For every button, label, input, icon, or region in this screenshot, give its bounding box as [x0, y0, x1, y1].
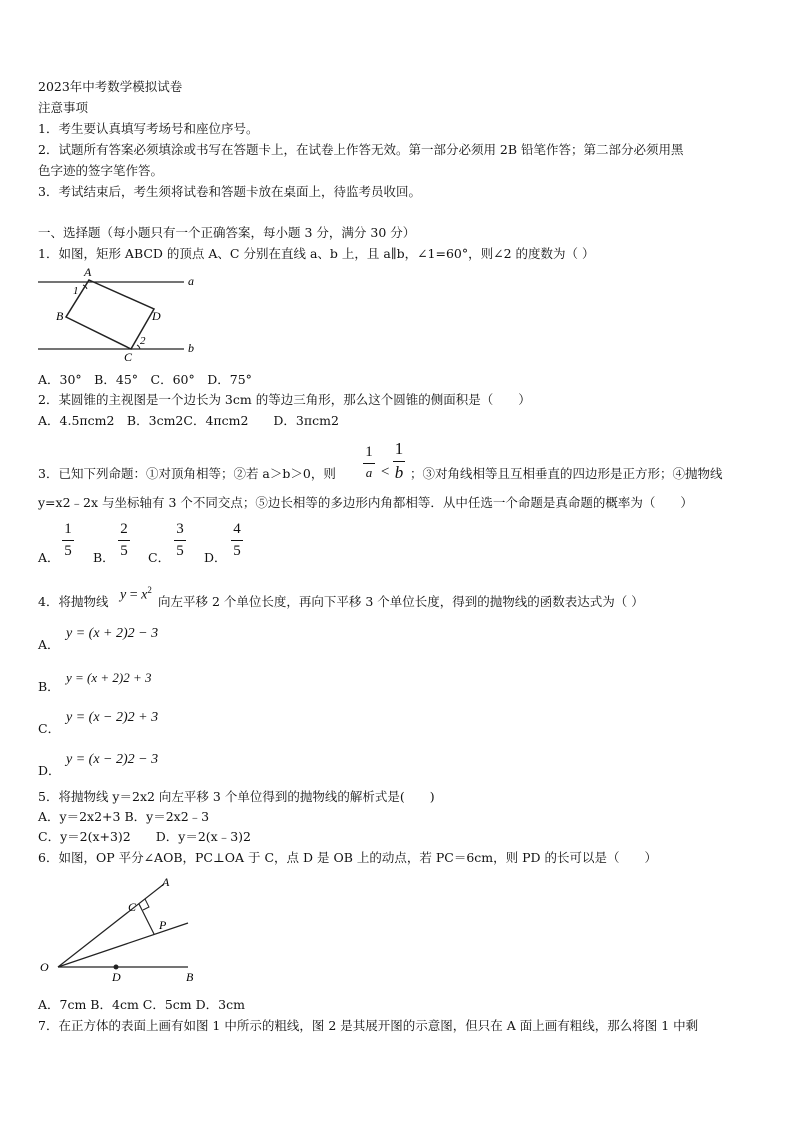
q3-frac-1b: 1 b: [394, 439, 404, 482]
q5-options-2: C．y＝2(x+3)2 D．y＝2(x﹣3)2: [38, 829, 252, 844]
q6-figure: [36, 873, 206, 985]
q4-option-B-expr: y = (x + 2)2 + 3: [66, 670, 152, 685]
q6-label-B: B: [186, 970, 194, 984]
q1-label-b: b: [188, 341, 194, 355]
q1-label-B: B: [56, 309, 64, 323]
q4-option-D-label: D．: [38, 763, 61, 778]
q2-options: A．4.5πcm2 B．3cm2C．4πcm2 D．3πcm2: [38, 413, 339, 428]
q3-option-A-frac: 1 5: [62, 521, 74, 559]
q1-label-A: A: [84, 265, 92, 279]
q4-option-C-label: C．: [38, 721, 61, 736]
q3-option-C-frac: 3 5: [174, 521, 186, 559]
q3-option-C-label: C．: [148, 550, 171, 565]
q3-line1-a: 3．已知下列命题：①对顶角相等；②若 a＞b＞0，则: [38, 466, 336, 481]
q6-label-O: O: [40, 960, 49, 974]
q1-label-D: D: [152, 309, 161, 323]
notice-item-2-cont: 色字迹的签字笔作答。: [38, 163, 164, 178]
q1-figure: [36, 265, 198, 365]
q7-stem: 7．在正方体的表面上画有如图 1 中所示的粗线，图 2 是其展开图的示意图，但只在 A 面上画有粗线，那么将图 1 中剩: [38, 1018, 699, 1033]
q2-stem: 2．某圆锥的主视图是一个边长为 3cm 的等边三角形，那么这个圆锥的侧面积是（ ）: [38, 392, 531, 407]
q4-option-A-expr: y = (x + 2)2 − 3: [66, 626, 159, 641]
section-title: 一、选择题（每小题只有一个正确答案，每小题 3 分，满分 30 分）: [38, 225, 416, 240]
q4-option-B-label: B．: [38, 679, 60, 694]
q5-stem: 5．将抛物线 y＝2x2 向左平移 3 个单位得到的抛物线的解析式是( ): [38, 789, 435, 804]
q1-angle-2: 2: [140, 335, 146, 347]
q3-frac-1a: 1 a: [363, 444, 375, 480]
q3-option-A-label: A．: [38, 550, 60, 565]
q6-options: A．7cm B．4cm C．5cm D．3cm: [38, 997, 245, 1012]
q1-label-a: a: [188, 274, 194, 288]
notice-item-1: 1．考生要认真填写考场号和座位序号。: [38, 121, 259, 136]
q1-label-C: C: [124, 350, 133, 364]
q6-label-P: P: [159, 918, 167, 932]
q3-less-than: <: [380, 464, 391, 480]
q1-stem: 1．如图，矩形 ABCD 的顶点 A、C 分别在直线 a、b 上，且 a∥b，∠1=60°，则∠2 的度数为（ ）: [38, 246, 595, 261]
notice-item-2: 2．试题所有答案必须填涂或书写在答题卡上，在试卷上作答无效。第一部分必须用 2B 铅笔作答；第二部分必须用黑: [38, 142, 684, 157]
q6-stem: 6．如图，OP 平分∠AOB，PC⊥OA 于 C，点 D 是 OB 上的动点，若 PC＝6cm，则 PD 的长可以是（ ）: [38, 850, 658, 865]
q3-option-B-frac: 2 5: [118, 521, 130, 559]
q4-expr: $y = x^2$: [120, 585, 152, 603]
q4-option-D-expr: y = (x − 2)2 − 3: [66, 752, 159, 767]
q4-prefix: 4．将抛物线: [38, 594, 109, 609]
q4-option-C-expr: y = (x − 2)2 + 3: [66, 710, 159, 725]
q3-option-B-label: B．: [93, 550, 115, 565]
q5-options-1: A．y＝2x2+3 B．y＝2x2﹣3: [38, 809, 210, 824]
q6-label-C: C: [128, 900, 137, 914]
q4-option-A-label: A．: [38, 637, 60, 652]
notice-title: 注意事项: [38, 100, 89, 115]
q6-label-D: D: [112, 970, 121, 984]
q6-label-A: A: [162, 875, 170, 889]
q3-line2: y=x2﹣2x 与坐标轴有 3 个不同交点；⑤边长相等的多边形内角都相等．从中任选一个命题是真命题的概率为（ ）: [38, 495, 693, 510]
q3-line1-b: ；③对角线相等且互相垂直的四边形是正方形；④抛物线: [410, 466, 723, 481]
paper-title: 2023年中考数学模拟试卷: [38, 79, 183, 94]
notice-item-3: 3．考试结束后，考生须将试卷和答题卡放在桌面上，待监考员收回。: [38, 184, 421, 199]
q4-suffix: 向左平移 2 个单位长度，再向下平移 3 个单位长度，得到的抛物线的函数表达式为（ ）: [158, 594, 644, 609]
q1-options: A．30° B．45° C．60° D．75°: [38, 372, 252, 387]
q3-option-D-frac: 4 5: [231, 521, 243, 559]
q3-option-D-label: D．: [204, 550, 227, 565]
q1-angle-1: 1: [73, 285, 79, 297]
